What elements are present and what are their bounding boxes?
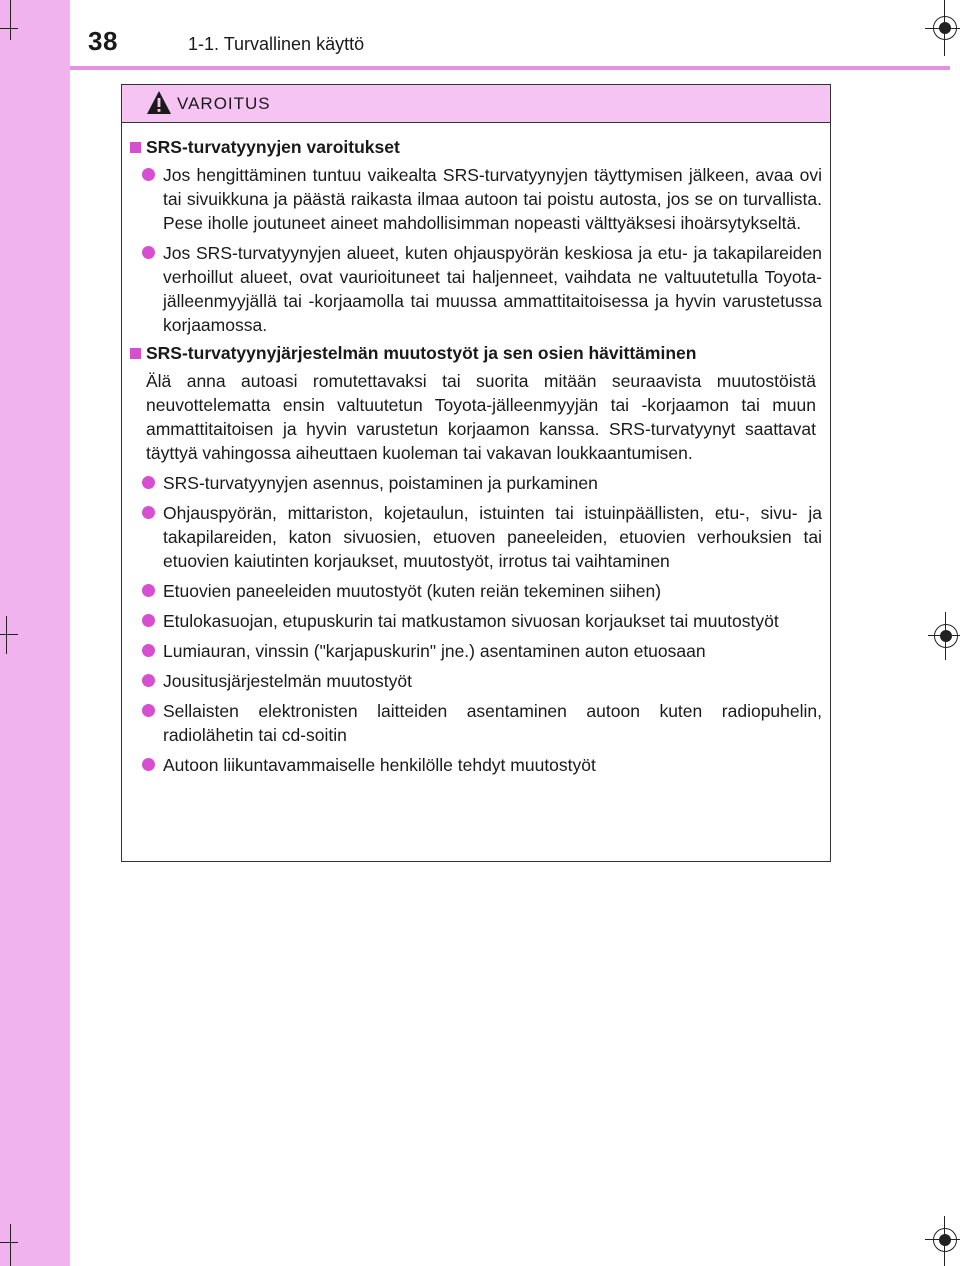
round-bullet-icon: [142, 506, 155, 519]
list-item: [130, 699, 822, 747]
section-heading: [130, 343, 822, 364]
list-item-text: Ohjauspyörän, mittariston, kojetaulun, istuinten tai istuinpäällisten, etu-, sivu- ja takapilareiden, katon sivuosien, etuoven paneeleiden, etuovien verhouksien tai etuovien kaiutinten korjaukset, muutostyöt, irrotus tai vaihtaminen: [163, 503, 822, 571]
warning-title: VAROITUS: [177, 94, 271, 113]
warning-content: [122, 123, 830, 777]
section-heading-text: SRS-turvatyynyjen varoitukset: [146, 137, 400, 157]
round-bullet-icon: [142, 704, 155, 717]
list-item: [130, 753, 822, 777]
header-rule: [70, 66, 950, 70]
crop-mark-mid-left: [0, 610, 30, 660]
round-bullet-icon: [142, 644, 155, 657]
section-heading: [130, 137, 822, 158]
square-bullet-icon: [130, 348, 141, 359]
section-title: 1-1. Turvallinen käyttö: [188, 34, 365, 54]
crop-mark-top-left: [0, 0, 40, 60]
list-item: [130, 241, 822, 337]
crop-mark-bottom-left: [0, 1220, 30, 1266]
list-item-text: Etuovien paneeleiden muutostyöt (kuten reiän tekeminen siihen): [163, 581, 662, 601]
warning-triangle-icon: [146, 90, 172, 120]
list-item: [130, 669, 822, 693]
round-bullet-icon: [142, 674, 155, 687]
list-item-text: Lumiauran, vinssin ("karjapuskurin" jne.) asentaminen auton etuosaan: [163, 641, 706, 661]
list-item-text: Sellaisten elektronisten laitteiden asentaminen autoon kuten radiopuhelin, radiolähetin tai cd-soitin: [163, 701, 822, 745]
warning-box: [121, 84, 831, 862]
list-item: [130, 609, 822, 633]
list-item: [130, 579, 822, 603]
list-item: [130, 163, 822, 235]
registration-mark-top-right: [925, 0, 960, 60]
registration-mark-mid-right: [928, 612, 960, 662]
round-bullet-icon: [142, 476, 155, 489]
registration-mark-bottom-right: [925, 1216, 960, 1266]
section-intro: Älä anna autoasi romutettavaksi tai suorita mitään seuraavista muutostöistä neuvottelematta ensin valtuutetun Toyota-jälleenmyyjän tai -korjaamon tai muun ammattitaitoisen ja hyvin varustetun korjaamon kanssa. SRS-turvatyynyt saattavat täyttyä vahingossa aiheuttaen kuoleman tai vakavan loukkaantumisen.: [146, 371, 816, 463]
list-item-text: Etulokasuojan, etupuskurin tai matkustamon sivuosan korjaukset tai muutostyöt: [163, 611, 779, 631]
round-bullet-icon: [142, 614, 155, 627]
page-number: 38: [88, 26, 118, 56]
square-bullet-icon: [130, 142, 141, 153]
round-bullet-icon: [142, 168, 155, 181]
list-item-text: Jousitusjärjestelmän muutostyöt: [163, 671, 412, 691]
list-item: [130, 639, 822, 663]
round-bullet-icon: [142, 246, 155, 259]
list-item-text: Jos SRS-turvatyynyjen alueet, kuten ohjauspyörän keskiosa ja etu- ja takapilareiden verhoillut alueet, ovat vaurioituneet tai haljenneet, vaihdata ne valtuutetulla Toyota-jälleenmyyjällä tai -korjaamolla tai muussa ammattitaitoisessa ja hyvin varustetussa korjaamossa.: [163, 243, 822, 335]
warning-header: [122, 85, 830, 123]
list-item-text: Jos hengittäminen tuntuu vaikealta SRS-turvatyynyjen täyttymisen jälkeen, avaa ovi tai sivuikkuna ja päästä raikasta ilmaa autoon tai poistu autosta, jos se on turvallista. Pese iholle joutuneet aineet mahdollisimman nopeasti välttyäksesi ihoärsytykseltä.: [163, 165, 822, 233]
round-bullet-icon: [142, 584, 155, 597]
list-item-text: SRS-turvatyynyjen asennus, poistaminen ja purkaminen: [163, 473, 598, 493]
list-item: [130, 471, 822, 495]
list-item-text: Autoon liikuntavammaiselle henkilölle tehdyt muutostyöt: [163, 755, 596, 775]
list-item: [130, 501, 822, 573]
section-heading-text: SRS-turvatyynyjärjestelmän muutostyöt ja sen osien hävittäminen: [146, 343, 697, 363]
round-bullet-icon: [142, 758, 155, 771]
